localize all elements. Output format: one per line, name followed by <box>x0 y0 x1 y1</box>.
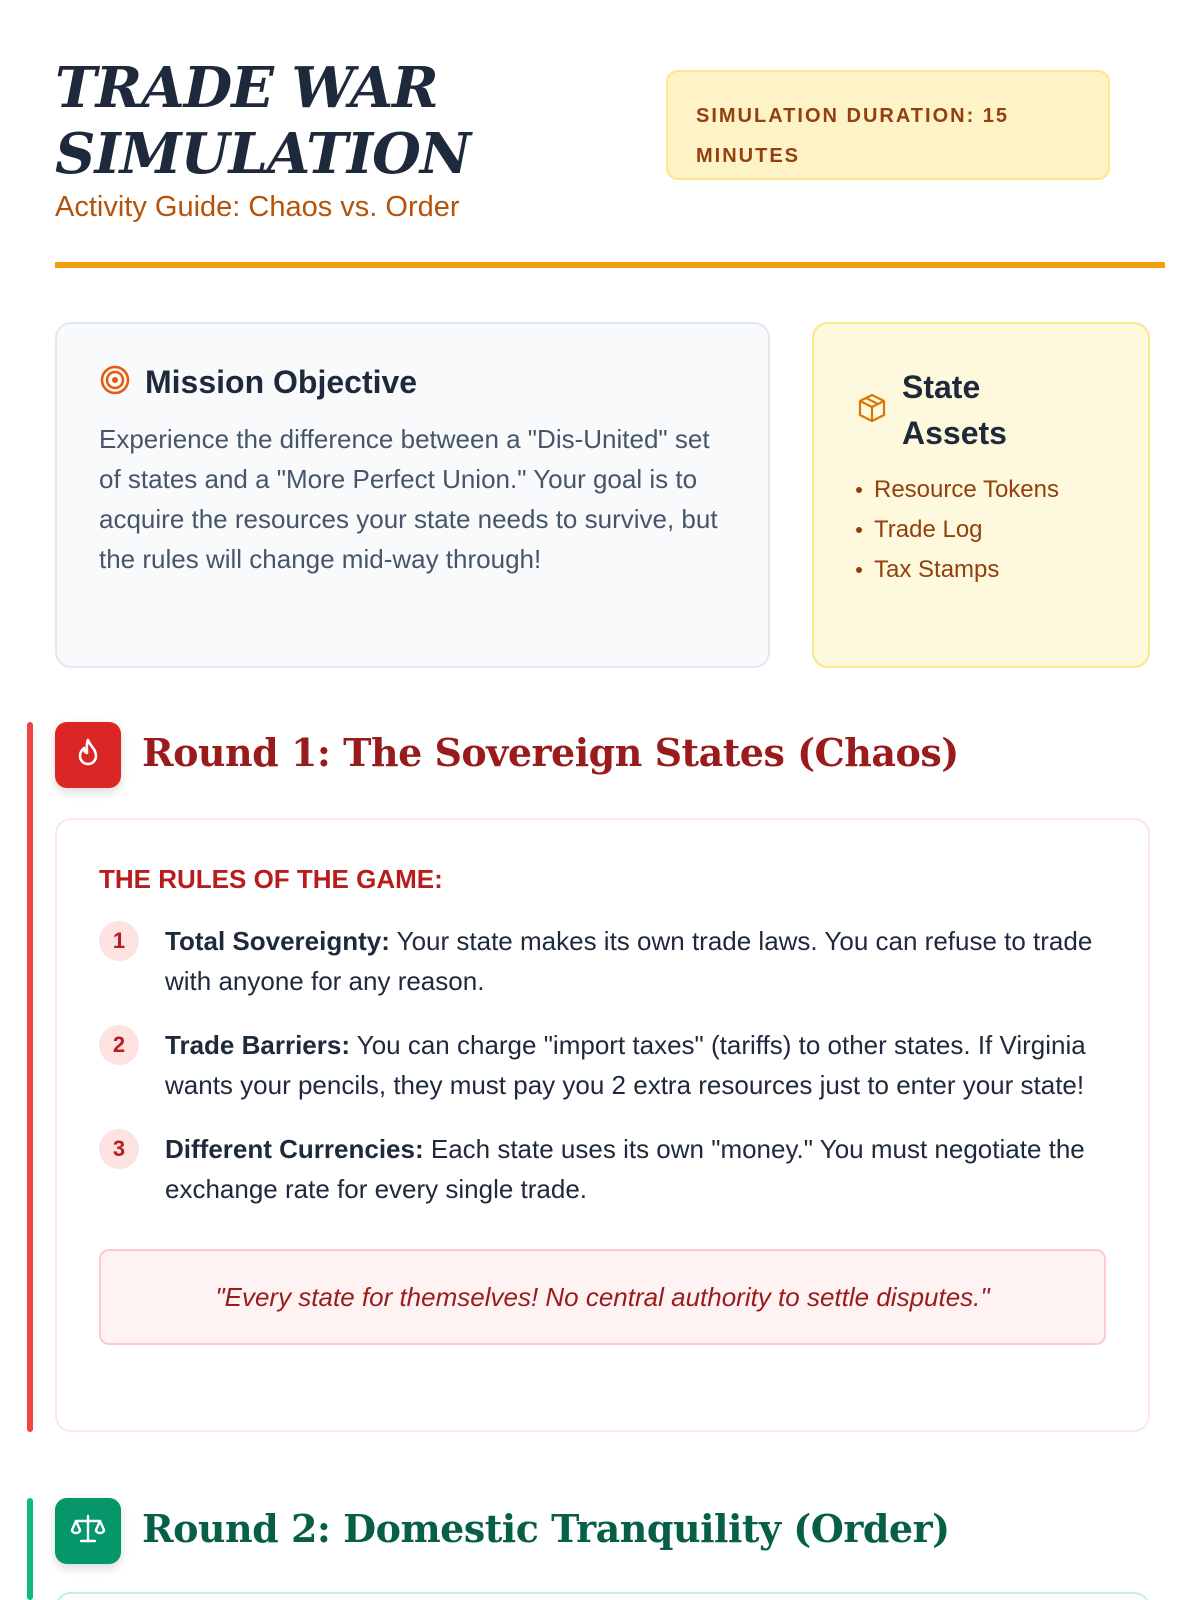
rule-term: Total Sovereignty: <box>165 926 390 956</box>
asset-item: Resource Tokens <box>856 470 1106 510</box>
round1-quote: "Every state for themselves! No central authority to settle disputes." <box>99 1249 1106 1345</box>
assets-card <box>812 322 1150 668</box>
round1-icon-badge <box>55 722 121 788</box>
rule-text: You can charge "import taxes" (tariffs) to other states. If Virginia wants your pencils, they must pay you 2 extra resources just to enter your state! <box>165 1030 1086 1100</box>
rule-number: 2 <box>99 1025 139 1065</box>
scale-icon <box>70 1511 106 1552</box>
header-divider <box>55 262 1165 268</box>
assets-list <box>856 470 1106 590</box>
rule-text: Each state uses its own "money." You must negotiate the exchange rate for every single trade. <box>165 1134 1085 1204</box>
duration-badge <box>666 70 1110 180</box>
round2-accent-bar <box>27 1498 33 1600</box>
round1-title: Round 1: The Sovereign States (Chaos) <box>142 730 959 775</box>
mission-title: Mission Objective <box>145 364 418 400</box>
mission-card <box>55 322 770 668</box>
round2-title: Round 2: Domestic Tranquility (Order) <box>142 1506 950 1551</box>
asset-item: Tax Stamps <box>856 550 1106 590</box>
round2-card <box>55 1592 1150 1600</box>
asset-item: Trade Log <box>856 510 1106 550</box>
round1-accent-bar <box>27 722 33 1432</box>
package-icon <box>856 392 888 429</box>
page-subtitle: Activity Guide: Chaos vs. Order <box>55 191 460 223</box>
rule-number: 1 <box>99 921 139 961</box>
rules-heading: THE RULES OF THE GAME: <box>99 864 443 894</box>
mission-text: Experience the difference between a "Dis-United" set of states and a "More Perfect Union." Your goal is to acquire the resources your state needs to survive, but the rules will change mid-way through! <box>99 424 718 574</box>
round1-rules-card <box>55 818 1150 1432</box>
duration-label: SIMULATION DURATION: 15 MINUTES <box>696 105 1010 167</box>
rule-number: 3 <box>99 1129 139 1169</box>
rule-item <box>99 921 1106 1001</box>
page-title: TRADE WAR SIMULATION <box>55 55 471 187</box>
rule-text: Your state makes its own trade laws. You can refuse to trade with anyone for any reason. <box>165 926 1093 996</box>
flame-icon <box>71 736 105 775</box>
round2-icon-badge <box>55 1498 121 1564</box>
assets-title: State Assets <box>902 369 1007 451</box>
rule-term: Different Currencies: <box>165 1134 424 1164</box>
rule-item <box>99 1025 1106 1105</box>
rule-item <box>99 1129 1106 1209</box>
rule-term: Trade Barriers: <box>165 1030 350 1060</box>
target-icon <box>99 364 131 401</box>
